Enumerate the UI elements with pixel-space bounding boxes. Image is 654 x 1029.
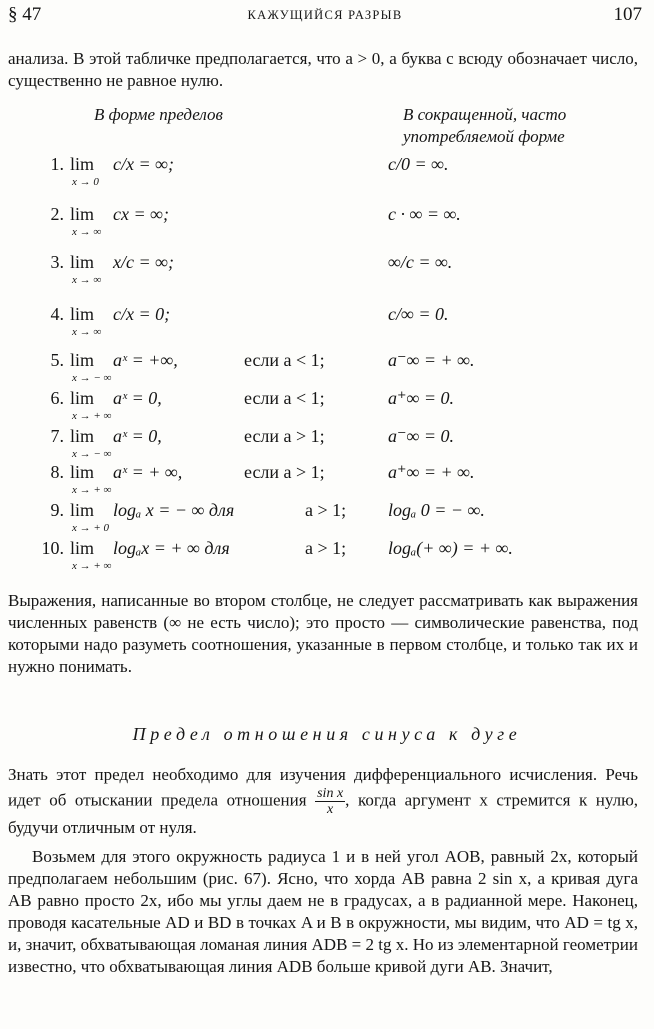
condition: если a > 1; — [244, 426, 325, 446]
paragraph-circle-construction: Возьмем для этого окружность радиуса 1 и в ней угол AOB, равный 2x, который предполагаем небольшим (рис. 67). Ясно, что хорда AB равна 2 sin x, а кривая дуга AB равно просто 2x, ибо мы углы даем не в градусах, а в радианной мере. Наконец, проводя касательные AD и BD в точках A и B в окружности, мы видим, что AD = tg x, и, значит, обхватывающая ломаная линия ADB = 2 tg x. Но из элементарной геометрии известно, что обхватывающая линия ADB больше кривой дуги AB. Значит, — [8, 847, 638, 976]
table-row — [0, 496, 654, 534]
shorthand-form: c/0 = ∞. — [388, 154, 449, 174]
limit-expression: logₐ x = − ∞ для — [113, 500, 235, 520]
row-number: 1. — [50, 154, 64, 174]
table-row — [0, 458, 654, 496]
row-number: 7. — [50, 426, 64, 446]
limit-expression: aˣ = 0, — [113, 426, 162, 446]
shorthand-form: ∞/c = ∞. — [388, 252, 453, 272]
section-number: § 47 — [8, 4, 42, 25]
condition: a > 1; — [305, 538, 347, 558]
paragraph-sine-limit-text-b: , когда аргумент x стремится к нулю, будучи отличным от нуля. — [8, 790, 639, 837]
lim-symbol: lim — [70, 252, 95, 272]
limit-subscript: x → + 0 — [72, 522, 110, 534]
section-heading: Предел отношения синуса к дуге — [132, 724, 522, 744]
limit-subscript: x → 0 — [72, 176, 99, 188]
limit-subscript: x → + ∞ — [72, 560, 112, 572]
lim-symbol: lim — [70, 538, 95, 558]
lim-symbol: lim — [70, 462, 95, 482]
shorthand-form: logₐ(+ ∞) = + ∞. — [388, 538, 513, 558]
row-number: 8. — [50, 462, 64, 482]
limit-subscript: x → − ∞ — [72, 448, 112, 460]
sine-over-x-fraction — [315, 786, 345, 817]
limit-subscript: x → − ∞ — [72, 372, 112, 384]
paragraph-sine-limit — [8, 764, 638, 839]
limit-expression: c/x = ∞; — [113, 154, 174, 174]
shorthand-form: a⁻∞ = + ∞. — [388, 350, 475, 370]
row-number: 10. — [41, 538, 64, 558]
row-number: 2. — [50, 204, 64, 224]
fraction-denominator: x — [327, 802, 334, 817]
condition: a > 1; — [305, 500, 347, 520]
fraction-numerator: sin x — [317, 786, 344, 801]
explanation-paragraph: Выражения, написанные во втором столбце, не следует рассматривать как выражения численных равенств (∞ не есть число); это просто — символические равенства, под которыми надо разуметь соотношения, указанные в первом столбце, и только так их и нужно понимать. — [8, 591, 638, 676]
table-row — [0, 346, 654, 384]
lim-symbol: lim — [70, 388, 95, 408]
intro-paragraph: анализа. В этой табличке предполагается, что a > 0, а буква c всюду обозначает число, существенно не равное нулю. — [8, 49, 638, 90]
limit-expression: aˣ = +∞, — [113, 350, 178, 370]
column-heading-left: В форме пределов — [94, 105, 223, 124]
table-row — [0, 150, 654, 188]
lim-symbol: lim — [70, 204, 95, 224]
limit-subscript: x → + ∞ — [72, 484, 112, 496]
condition: если a < 1; — [244, 350, 325, 370]
shorthand-form: a⁺∞ = + ∞. — [388, 462, 475, 482]
running-title: КАЖУЩИЙСЯ РАЗРЫВ — [247, 8, 403, 22]
lim-symbol: lim — [70, 500, 95, 520]
condition: если a > 1; — [244, 462, 325, 482]
row-number: 4. — [50, 304, 64, 324]
table-row — [0, 384, 654, 422]
column-heading-right-line2: употребляемой форме — [403, 127, 565, 146]
lim-symbol: lim — [70, 154, 95, 174]
limit-subscript: x → ∞ — [72, 326, 102, 338]
shorthand-form: c · ∞ = ∞. — [388, 204, 461, 224]
row-number: 9. — [50, 500, 64, 520]
shorthand-form: logₐ 0 = − ∞. — [388, 500, 485, 520]
table-row — [0, 300, 654, 338]
paragraph-sine-limit-text-a: Знать этот предел необходимо для изучения дифференциального исчисления. Речь идет об отыскании предела отношения — [8, 765, 638, 810]
condition: если a < 1; — [244, 388, 325, 408]
limit-expression: c/x = 0; — [113, 304, 171, 324]
shorthand-form: a⁺∞ = 0. — [388, 388, 454, 408]
limit-expression: x/c = ∞; — [113, 252, 174, 272]
table-row — [0, 200, 654, 238]
lim-symbol: lim — [70, 304, 95, 324]
page-header — [8, 2, 642, 32]
limit-subscript: x → + ∞ — [72, 410, 112, 422]
table-row — [0, 248, 654, 286]
limit-subscript: x → ∞ — [72, 226, 102, 238]
shorthand-form: a⁻∞ = 0. — [388, 426, 454, 446]
table-row — [0, 422, 654, 460]
limit-expression: cx = ∞; — [113, 204, 169, 224]
limit-expression: aˣ = + ∞, — [113, 462, 183, 482]
row-number: 6. — [50, 388, 64, 408]
column-heading-right-line1: В сокращенной, часто — [403, 105, 567, 124]
row-number: 3. — [50, 252, 64, 272]
row-number: 5. — [50, 350, 64, 370]
limit-subscript: x → ∞ — [72, 274, 102, 286]
page-number: 107 — [613, 4, 642, 25]
lim-symbol: lim — [70, 426, 95, 446]
limit-expression: logₐx = + ∞ для — [113, 538, 230, 558]
limit-expression: aˣ = 0, — [113, 388, 162, 408]
table-row — [0, 534, 654, 572]
lim-symbol: lim — [70, 350, 95, 370]
shorthand-form: c/∞ = 0. — [388, 304, 449, 324]
